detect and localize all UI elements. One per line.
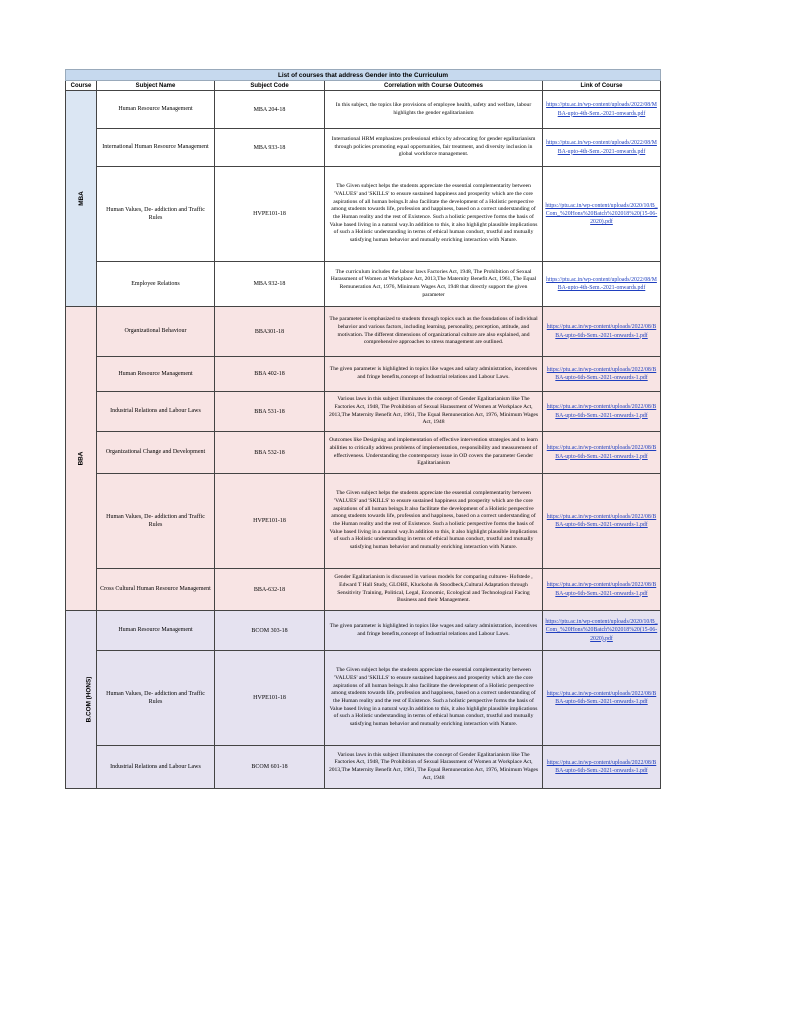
course-outcome-text: Various laws in this subject illuminates the concept of Gender Egalitarianism like The Factories Act, 1948, The Prohibition of Sexual Harassment of Women at Workplace Act, 2013,The Maternity Benefit Act, 1961, The Equal Remuneration Act, 1976, Minimum Wages Act, 1948 bbox=[328, 396, 539, 426]
course-outcome bbox=[325, 91, 543, 129]
table-row bbox=[66, 357, 661, 392]
course-link-cell bbox=[543, 129, 661, 167]
course-link[interactable]: https://ptu.ac.in/wp-content/uploads/2020/10/B_Com_%20Hons%20Batch%202018%20(15-06-2020).pdf bbox=[545, 619, 658, 642]
table-row bbox=[66, 307, 661, 357]
course-outcome bbox=[325, 357, 543, 392]
course-link[interactable]: https://ptu.ac.in/wp-content/uploads/2022/08/MBA-upto-4th-Sem.-2021-onwards.pdf bbox=[546, 102, 657, 117]
table-row bbox=[66, 167, 661, 262]
course-name: BBA bbox=[77, 451, 85, 466]
course-outcome bbox=[325, 392, 543, 432]
table-row bbox=[66, 129, 661, 167]
header-link: Link of Course bbox=[543, 81, 661, 91]
course-link-cell bbox=[543, 651, 661, 746]
table-row bbox=[66, 91, 661, 129]
table-row bbox=[66, 569, 661, 611]
course-link[interactable]: https://ptu.ac.in/wp-content/uploads/2022/08/BBA-upto-6th-Sem.-2021-onwards-1.pdf bbox=[546, 759, 657, 774]
course-outcome bbox=[325, 167, 543, 262]
course-link[interactable]: https://ptu.ac.in/wp-content/uploads/2022/08/BBA-upto-6th-Sem.-2021-onwards-1.pdf bbox=[546, 324, 657, 339]
course-link-cell bbox=[543, 262, 661, 307]
course-outcome bbox=[325, 432, 543, 474]
course-outcome bbox=[325, 129, 543, 167]
course-link-cell bbox=[543, 432, 661, 474]
header-subject-name: Subject Name bbox=[97, 81, 215, 91]
subject-code: MBA 933-18 bbox=[215, 129, 325, 167]
subject-name: Employee Relations bbox=[97, 262, 215, 307]
course-link[interactable]: https://ptu.ac.in/wp-content/uploads/2022/08/BBA-upto-6th-Sem.-2021-onwards-1.pdf bbox=[546, 445, 657, 460]
subject-name: Industrial Relations and Labour Laws bbox=[97, 746, 215, 789]
header-course: Course bbox=[66, 81, 97, 91]
course-link-cell bbox=[543, 611, 661, 651]
course-outcome bbox=[325, 262, 543, 307]
subject-code: BBA 531-18 bbox=[215, 392, 325, 432]
course-outcome-text: The given parameter is highlighted in topics like wages and salary administration, incentives and fringe benefits,concept of Industrial relations and Labour Laws. bbox=[329, 622, 538, 637]
subject-name: Organizational Behaviour bbox=[97, 307, 215, 357]
course-outcome-text: The curriculum includes the labour laws Factories Act, 1948, The Prohibition of Sexual Harassment of Women at Workplace Act, 2013,The Maternity Benefit Act, 1961, The Equal Remuneration Act, 1976, Minimum Wages Act, 1948 that directly support the given parameter bbox=[330, 268, 537, 298]
table-title: List of courses that address Gender into the Curriculum bbox=[66, 70, 661, 81]
course-mba-label bbox=[66, 91, 97, 307]
course-link[interactable]: https://ptu.ac.in/wp-content/uploads/2022/08/BBA-upto-6th-Sem.-2021-onwards-1.pdf bbox=[546, 404, 657, 419]
subject-code: MBA 932-18 bbox=[215, 262, 325, 307]
subject-code: BBA 532-18 bbox=[215, 432, 325, 474]
subject-name: Human Resource Management bbox=[97, 611, 215, 651]
course-link[interactable]: https://ptu.ac.in/wp-content/uploads/2022/08/BBA-upto-6th-Sem.-2021-onwards-1.pdf bbox=[546, 690, 657, 705]
subject-name: International Human Resource Management bbox=[97, 129, 215, 167]
course-bcom-label bbox=[66, 611, 97, 789]
course-gender-table-sheet bbox=[65, 69, 660, 789]
subject-code: BBA 402-18 bbox=[215, 357, 325, 392]
subject-code: BBA-632-18 bbox=[215, 569, 325, 611]
subject-name: Industrial Relations and Labour Laws bbox=[97, 392, 215, 432]
subject-code: BBA301-18 bbox=[215, 307, 325, 357]
course-link-cell bbox=[543, 746, 661, 789]
course-bba-label bbox=[66, 307, 97, 611]
subject-code: HVPE101-18 bbox=[215, 474, 325, 569]
course-outcome-text: The Given subject helps the students appreciate the essential complementarity between 'VALUES' and 'SKILLS' to ensure sustained happiness and prosperity which are the core aspirations of all human beings.It also facilitate the development of a Holistic perspective among students towards life, profession and happiness, based on a correct understanding of the Human reality and the rest of Existence. Such a holistic perspective forms the basis of Value based living in a natural way.In addition to this, it also highlight plausible implications of such a Holistic understanding in terms of ethical human conduct, trustful and mutually satisfying human behavior and mutually enriching interaction with Nature. bbox=[329, 490, 538, 551]
course-outcome bbox=[325, 651, 543, 746]
course-link[interactable]: https://ptu.ac.in/wp-content/uploads/2022/08/BBA-upto-6th-Sem.-2021-onwards-1.pdf bbox=[546, 582, 657, 597]
course-link-cell bbox=[543, 392, 661, 432]
course-outcome bbox=[325, 474, 543, 569]
subject-name: Human Values, De- addiction and Traffic Rules bbox=[97, 474, 215, 569]
table-row bbox=[66, 474, 661, 569]
course-outcome bbox=[325, 569, 543, 611]
course-outcome-text: Gender Egalitarianism is discussed in various models for comparing cultures- Hofstede , Edward T Hall Study, GLOBE, Kluckohn & Stoodbeck,Cultural Adaptation through Sensitivity Training, Political, Legal, Economic, Ecological and Technological Facing Business and their Management. bbox=[334, 574, 533, 604]
course-name: MBA bbox=[77, 191, 85, 206]
subject-code: HVPE101-18 bbox=[215, 167, 325, 262]
subject-code: BCOM 601-18 bbox=[215, 746, 325, 789]
course-link[interactable]: https://ptu.ac.in/wp-content/uploads/2022/08/MBA-upto-4th-Sem.-2021-onwards.pdf bbox=[546, 276, 657, 291]
table-row bbox=[66, 746, 661, 789]
header-subject-code: Subject Code bbox=[215, 81, 325, 91]
course-outcome-text: The Given subject helps the students appreciate the essential complementarity between 'VALUES' and 'SKILLS' to ensure sustained happiness and prosperity which are the core aspirations of all human beings.It also facilitate the development of a Holistic perspective among students towards life, profession and happiness, based on a correct understanding of the Human reality and the rest of Existence. Such a holistic perspective forms the basis of Value based living in a natural way.In addition to this, it also highlight plausible implications of such a Holistic understanding in terms of ethical human conduct, trustful and mutually satisfying human behavior and mutually enriching interaction with Nature. bbox=[329, 183, 538, 244]
course-link-cell bbox=[543, 307, 661, 357]
course-outcome-text: In this subject, the topics like provisions of employee health, safety and welfare, labour highlights the gender egalitarianism bbox=[335, 101, 532, 116]
subject-name: Human Resource Management bbox=[97, 357, 215, 392]
course-outcome-text: The Given subject helps the students appreciate the essential complementarity between 'VALUES' and 'SKILLS' to ensure sustained happiness and prosperity which are the core aspirations of all human beings.It also facilitate the development of a Holistic perspective among students towards life, profession and happiness, based on a correct understanding of the Human reality and the rest of Existence. Such a holistic perspective forms the basis of Value based living in a natural way.In addition to this, it also highlight plausible implications of such a Holistic understanding in terms of ethical human conduct, trustful and mutually satisfying human behavior and mutually enriching interaction with Nature. bbox=[329, 667, 538, 728]
subject-code: MBA 204-18 bbox=[215, 91, 325, 129]
table-row bbox=[66, 262, 661, 307]
table-row bbox=[66, 651, 661, 746]
subject-name: Human Values, De- addiction and Traffic Rules bbox=[97, 167, 215, 262]
subject-code: HVPE101-18 bbox=[215, 651, 325, 746]
course-outcome bbox=[325, 746, 543, 789]
subject-name: Cross Cultural Human Resource Management bbox=[97, 569, 215, 611]
course-link-cell bbox=[543, 91, 661, 129]
subject-name: Organizational Change and Development bbox=[97, 432, 215, 474]
course-outcome bbox=[325, 611, 543, 651]
course-link[interactable]: https://ptu.ac.in/wp-content/uploads/2022/08/BBA-upto-6th-Sem.-2021-onwards-1.pdf bbox=[546, 513, 657, 528]
table-row bbox=[66, 611, 661, 651]
course-link-cell bbox=[543, 569, 661, 611]
subject-name: Human Values, De- addiction and Traffic Rules bbox=[97, 651, 215, 746]
subject-code: BCOM 303-18 bbox=[215, 611, 325, 651]
table-row bbox=[66, 392, 661, 432]
header-correlation: Correlation with Course Outcomes bbox=[325, 81, 543, 91]
subject-name: Human Resource Management bbox=[97, 91, 215, 129]
course-link[interactable]: https://ptu.ac.in/wp-content/uploads/2020/10/B_Com_%20Hons%20Batch%202018%20(15-06-2020).pdf bbox=[545, 202, 658, 226]
course-link-cell bbox=[543, 474, 661, 569]
course-link-cell bbox=[543, 357, 661, 392]
course-table bbox=[65, 69, 661, 789]
course-link[interactable]: https://ptu.ac.in/wp-content/uploads/2022/08/MBA-upto-4th-Sem.-2021-onwards.pdf bbox=[546, 140, 657, 155]
course-link[interactable]: https://ptu.ac.in/wp-content/uploads/2022/08/BBA-upto-6th-Sem.-2021-onwards-1.pdf bbox=[546, 366, 657, 381]
course-outcome-text: Outcomes like Designing and implementation of effective intervention strategies and to learn abilities to critically address problems of implementation, responsibility and measurement of effectiveness. Understanding the contemporary issue in OD covers the parameter Gender Egalitarianism bbox=[329, 437, 538, 467]
table-row bbox=[66, 432, 661, 474]
course-link-cell bbox=[543, 167, 661, 262]
course-outcome-text: The parameter is emphasized to students through topics such as the foundations of individual behavior and various factors, including learning, personality, perception, attitude, and motivation. The different dimensions of organizational culture are also explained, and comprehensive approaches to stress management are outlined. bbox=[329, 316, 538, 346]
course-outcome-text: The given parameter is highlighted in topics like wages and salary administration, incentives and fringe benefits,concept of Industrial relations and Labour Laws. bbox=[329, 366, 538, 380]
course-outcome bbox=[325, 307, 543, 357]
course-outcome-text: International HRM emphasizes professional ethics by advocating for gender egalitarianism through policies promoting equal opportunities, fair treatment, and diversity inclusion in global workforce management. bbox=[331, 135, 536, 158]
course-name: B.COM (HONS) bbox=[85, 676, 93, 723]
course-outcome-text: Various laws in this subject illuminates the concept of Gender Egalitarianism like The Factories Act, 1948, The Prohibition of Sexual Harassment of Women at Workplace Act, 2013,The Maternity Benefit Act, 1961, The Equal Remuneration Act, 1976, Minimum Wages Act, 1948 bbox=[328, 751, 539, 781]
